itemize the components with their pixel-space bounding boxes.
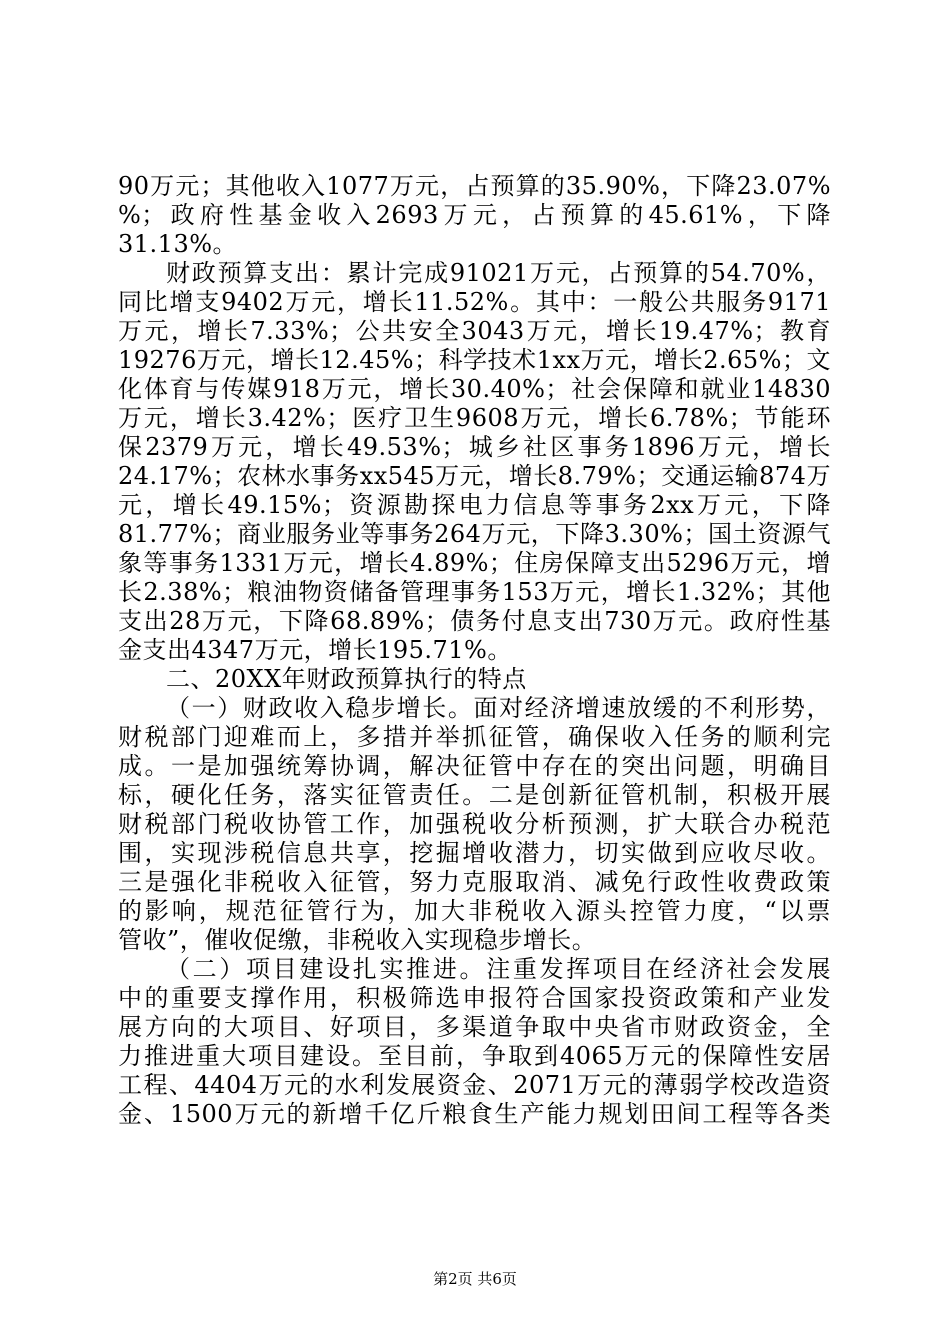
text-line: 标，硬化任务，落实征管责任。二是创新征管机制，积极开展 — [118, 781, 831, 809]
text-line: （一）财政收入稳步增长。面对经济增速放缓的不利形势， — [166, 694, 831, 722]
text-line: 管收”，催收促缴，非税收入实现稳步增长。 — [118, 926, 597, 954]
text-line: 24.17%；农林水事务xx545万元，增长8.79%；交通运输874万 — [118, 462, 831, 490]
text-line: 金、1500万元的新增千亿斤粮食生产能力规划田间工程等各类 — [118, 1100, 831, 1128]
text-line: 同比增支9402万元，增长11.52%。其中：一般公共服务9171 — [118, 288, 831, 316]
text-line: 支出28万元，下降68.89%；债务付息支出730万元。政府性基 — [118, 607, 831, 635]
text-line: 二、20XX年财政预算执行的特点 — [166, 665, 527, 693]
document-body — [118, 172, 831, 1129]
text-lines — [118, 172, 831, 1129]
page-number-label: 第2页 共6页 — [433, 1270, 517, 1288]
text-line: 元，增长49.15%；资源勘探电力信息等事务2xx万元，下降 — [118, 491, 831, 519]
text-line: 成。一是加强统筹协调，解决征管中存在的突出问题，明确目 — [118, 752, 831, 780]
text-line: 财税部门税收协管工作，加强税收分析预测，扩大联合办税范 — [118, 810, 831, 838]
text-line: 金支出4347万元，增长195.71%。 — [118, 636, 512, 664]
text-line: 围，实现涉税信息共享，挖掘增收潜力，切实做到应收尽收。 — [118, 839, 831, 867]
text-line: %；政府性基金收入2693万元，占预算的45.61%，下降 — [118, 201, 831, 229]
text-line: 财税部门迎难而上，多措并举抓征管，确保收入任务的顺利完 — [118, 723, 831, 751]
text-line: 保2379万元，增长49.53%；城乡社区事务1896万元，增长 — [118, 433, 831, 461]
text-line: （二）项目建设扎实推进。注重发挥项目在经济社会发展 — [166, 955, 831, 983]
text-line: 81.77%；商业服务业等事务264万元，下降3.30%；国土资源气 — [118, 520, 831, 548]
text-line: 长2.38%；粮油物资储备管理事务153万元，增长1.32%；其他 — [118, 578, 831, 606]
text-line: 展方向的大项目、好项目，多渠道争取中央省市财政资金，全 — [118, 1013, 831, 1041]
text-line: 19276万元，增长12.45%；科学技术1xx万元，增长2.65%；文 — [118, 346, 831, 374]
text-line: 的影响，规范征管行为，加大非税收入源头控管力度，“以票 — [118, 897, 831, 925]
text-line: 万元，增长3.42%；医疗卫生9608万元，增长6.78%；节能环 — [118, 404, 831, 432]
text-line: 中的重要支撑作用，积极筛选申报符合国家投资政策和产业发 — [118, 984, 831, 1012]
text-line: 三是强化非税收入征管，努力克服取消、减免行政性收费政策 — [118, 868, 831, 896]
text-line: 工程、4404万元的水利发展资金、2071万元的薄弱学校改造资 — [118, 1071, 831, 1099]
text-line: 31.13%。 — [118, 230, 238, 258]
text-line: 力推进重大项目建设。至目前，争取到4065万元的保障性安居 — [118, 1042, 831, 1070]
text-line: 化体育与传媒918万元，增长30.40%；社会保障和就业14830 — [118, 375, 831, 403]
text-line: 财政预算支出：累计完成91021万元，占预算的54.70%， — [166, 259, 831, 287]
text-line: 象等事务1331万元，增长4.89%；住房保障支出5296万元，增 — [118, 549, 831, 577]
page-footer — [0, 1270, 950, 1288]
text-line: 万元，增长7.33%；公共安全3043万元，增长19.47%；教育 — [118, 317, 831, 345]
text-line: 90万元；其他收入1077万元，占预算的35.90%，下降23.07% — [118, 172, 831, 200]
